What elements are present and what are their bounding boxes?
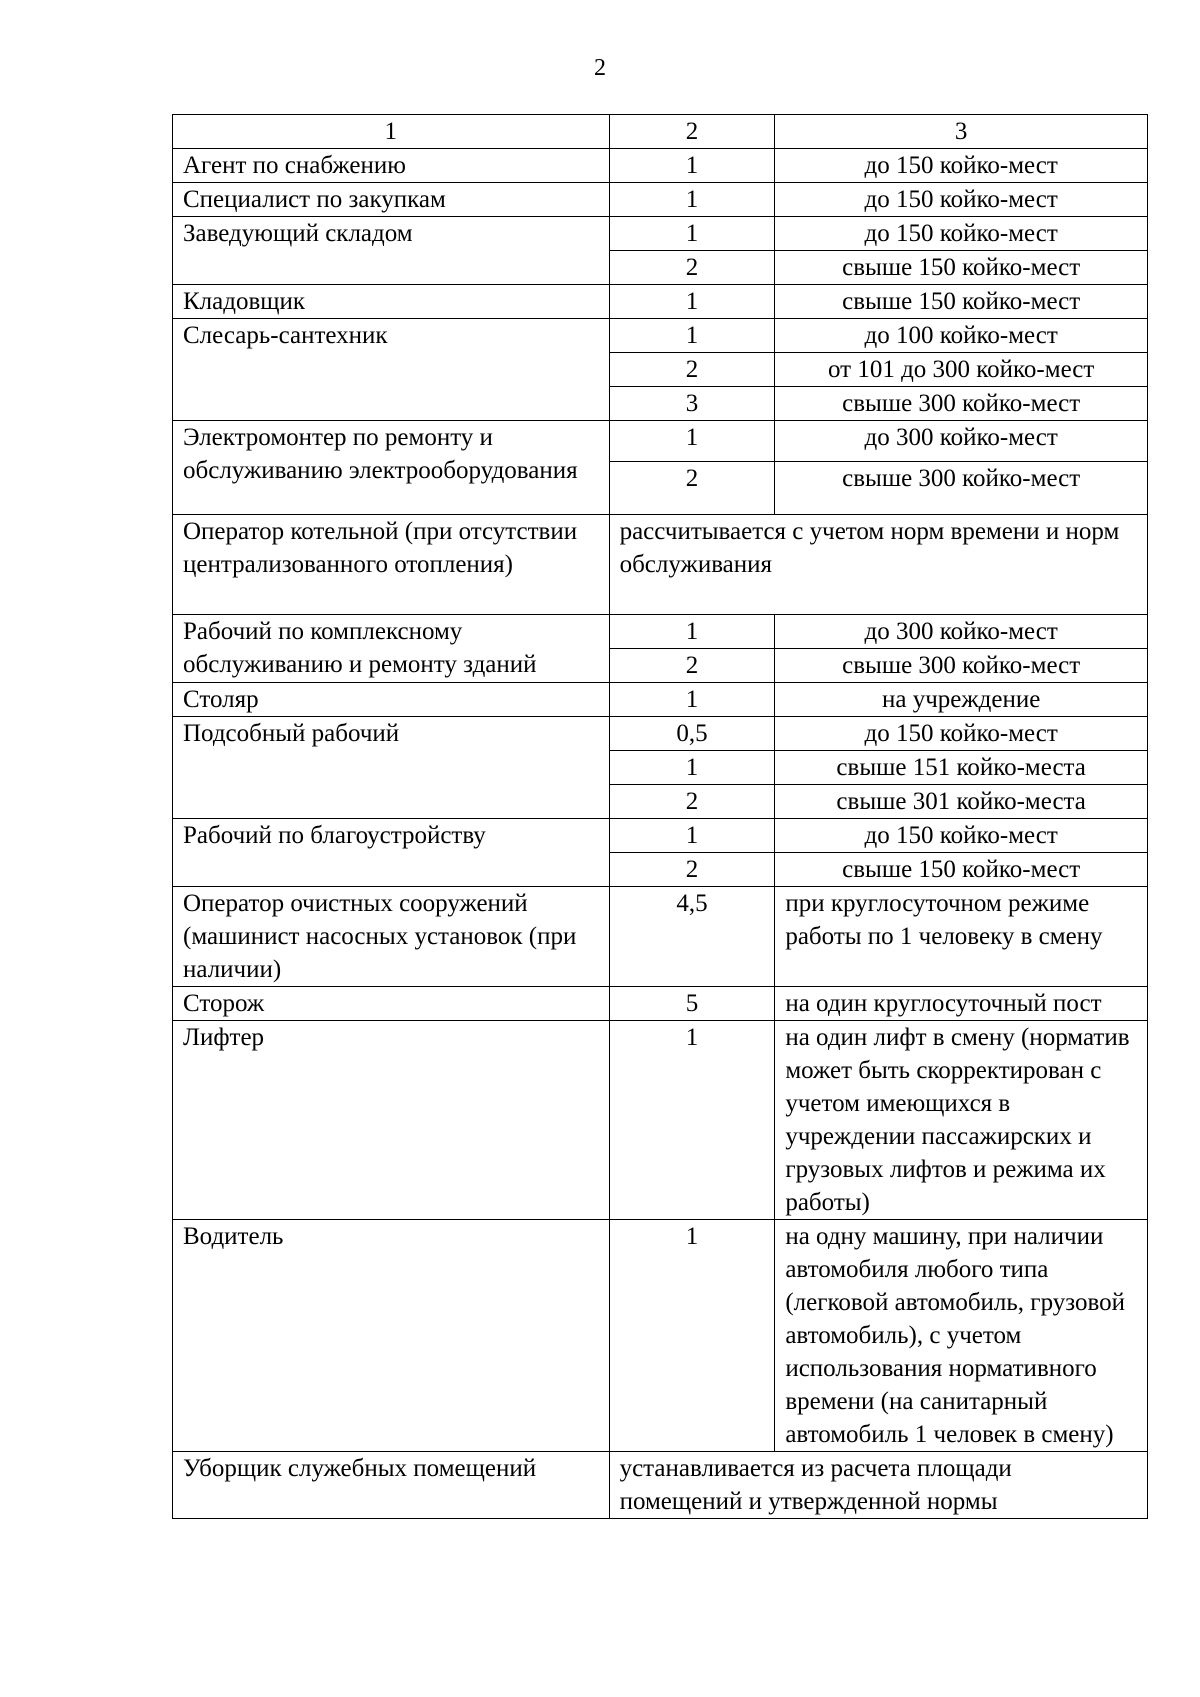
position-cell: Кладовщик <box>173 285 610 319</box>
condition-cell: до 100 койко-мест <box>775 319 1148 353</box>
table-row <box>173 1452 1148 1519</box>
table-row <box>173 987 1148 1021</box>
count-cell: 2 <box>609 785 775 819</box>
table-row <box>173 717 1148 751</box>
count-cell: 1 <box>609 149 775 183</box>
position-cell: Рабочий по благоустройству <box>173 819 610 887</box>
condition-cell: от 101 до 300 койко-мест <box>775 353 1148 387</box>
count-cell: 1 <box>609 1220 775 1452</box>
count-cell: 2 <box>609 251 775 285</box>
position-cell: Слесарь-сантехник <box>173 319 610 421</box>
condition-cell: свыше 150 койко-мест <box>775 853 1148 887</box>
count-cell: 3 <box>609 387 775 421</box>
note-cell: устанавливается из расчета площади помещений и утвержденной нормы <box>609 1452 1147 1519</box>
position-cell: Оператор котельной (при отсутствии централизованного отопления) <box>173 515 610 615</box>
count-cell: 2 <box>609 649 775 683</box>
count-cell: 1 <box>609 319 775 353</box>
table-row <box>173 421 1148 462</box>
table-row <box>173 149 1148 183</box>
table-row <box>173 615 1148 649</box>
condition-cell: свыше 301 койко-места <box>775 785 1148 819</box>
count-cell: 1 <box>609 285 775 319</box>
table-header-row <box>173 115 1148 149</box>
position-cell: Специалист по закупкам <box>173 183 610 217</box>
header-col-2: 2 <box>609 115 775 149</box>
count-cell: 1 <box>609 183 775 217</box>
position-cell: Водитель <box>173 1220 610 1452</box>
table-row <box>173 217 1148 251</box>
condition-cell: до 150 койко-мест <box>775 717 1148 751</box>
count-cell: 1 <box>609 615 775 649</box>
page-number: 2 <box>594 55 606 81</box>
condition-cell: на учреждение <box>775 683 1148 717</box>
position-cell: Заведующий складом <box>173 217 610 285</box>
table-row <box>173 515 1148 615</box>
count-cell: 2 <box>609 462 775 515</box>
table-row <box>173 319 1148 353</box>
position-cell: Сторож <box>173 987 610 1021</box>
header-col-3: 3 <box>775 115 1148 149</box>
position-cell: Столяр <box>173 683 610 717</box>
table-row <box>173 183 1148 217</box>
condition-cell: до 300 койко-мест <box>775 421 1148 462</box>
condition-cell: на один круглосуточный пост <box>775 987 1148 1021</box>
count-cell: 2 <box>609 353 775 387</box>
condition-cell: на один лифт в смену (норматив может быть скорректирован с учетом имеющихся в учреждении пассажирских и грузовых лифтов и режима их работы) <box>775 1021 1148 1220</box>
count-cell: 0,5 <box>609 717 775 751</box>
condition-cell: свыше 150 койко-мест <box>775 251 1148 285</box>
table-row <box>173 887 1148 987</box>
condition-cell: свыше 151 койко-места <box>775 751 1148 785</box>
condition-cell: до 150 койко-мест <box>775 217 1148 251</box>
staffing-table <box>172 114 1148 1519</box>
note-cell: рассчитывается с учетом норм времени и норм обслуживания <box>609 515 1147 615</box>
condition-cell: до 300 койко-мест <box>775 615 1148 649</box>
position-cell: Уборщик служебных помещений <box>173 1452 610 1519</box>
count-cell: 1 <box>609 217 775 251</box>
condition-cell: до 150 койко-мест <box>775 819 1148 853</box>
condition-cell: на одну машину, при наличии автомобиля любого типа (легковой автомобиль, грузовой автомобиль), с учетом использования нормативного времени (на санитарный автомобиль 1 человек в смену) <box>775 1220 1148 1452</box>
count-cell: 1 <box>609 683 775 717</box>
position-cell: Подсобный рабочий <box>173 717 610 819</box>
count-cell: 5 <box>609 987 775 1021</box>
count-cell: 1 <box>609 819 775 853</box>
position-cell: Электромонтер по ремонту и обслуживанию электрооборудования <box>173 421 610 515</box>
table-row <box>173 683 1148 717</box>
header-col-1: 1 <box>173 115 610 149</box>
condition-cell: свыше 300 койко-мест <box>775 387 1148 421</box>
condition-cell: свыше 300 койко-мест <box>775 462 1148 515</box>
table-row <box>173 819 1148 853</box>
count-cell: 1 <box>609 751 775 785</box>
table-row <box>173 1220 1148 1452</box>
position-cell: Рабочий по комплексному обслуживанию и ремонту зданий <box>173 615 610 683</box>
condition-cell: свыше 150 койко-мест <box>775 285 1148 319</box>
condition-cell: свыше 300 койко-мест <box>775 649 1148 683</box>
position-cell: Оператор очистных сооружений (машинист насосных установок (при наличии) <box>173 887 610 987</box>
condition-cell: до 150 койко-мест <box>775 149 1148 183</box>
count-cell: 1 <box>609 1021 775 1220</box>
table-row <box>173 1021 1148 1220</box>
count-cell: 2 <box>609 853 775 887</box>
table-row <box>173 285 1148 319</box>
position-cell: Лифтер <box>173 1021 610 1220</box>
count-cell: 4,5 <box>609 887 775 987</box>
count-cell: 1 <box>609 421 775 462</box>
position-cell: Агент по снабжению <box>173 149 610 183</box>
condition-cell: при круглосуточном режиме работы по 1 человеку в смену <box>775 887 1148 987</box>
condition-cell: до 150 койко-мест <box>775 183 1148 217</box>
